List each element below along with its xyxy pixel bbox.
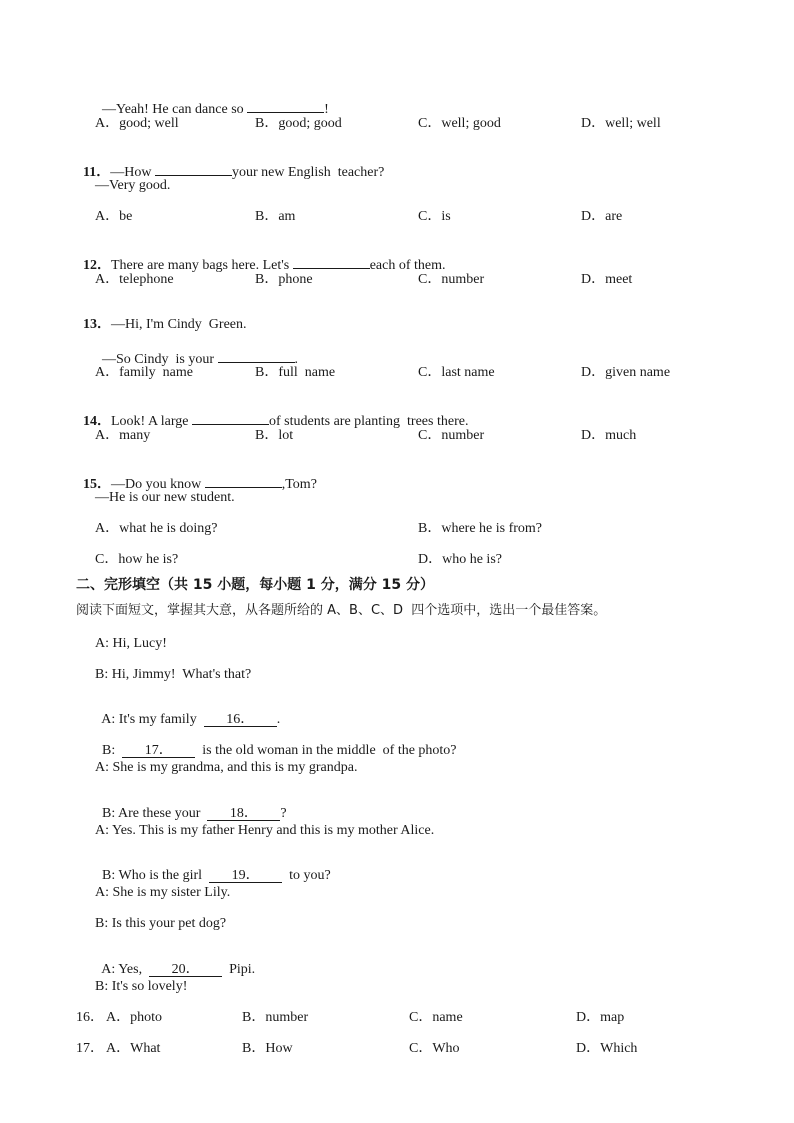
dialogue-line: A: Yes, 20． Pipi.	[101, 962, 256, 977]
dialogue-line: A: It's my family 16． .	[101, 712, 281, 727]
q15-option-a[interactable]: A．what he is doing?	[95, 521, 218, 536]
answer-blank[interactable]	[205, 474, 282, 488]
cloze-blank-17[interactable]: 17．	[122, 744, 195, 758]
q12-option-d[interactable]: D．meet	[581, 272, 633, 287]
answer-blank[interactable]	[293, 255, 370, 269]
q13-stem: 13．—Hi, I'm Cindy Green.	[83, 317, 247, 332]
q14-option-b[interactable]: B．lot	[255, 428, 294, 443]
dialogue-line: A: She is my sister Lily.	[95, 885, 231, 900]
question-number: 16．	[76, 1010, 104, 1025]
question-number: 12．	[83, 258, 111, 273]
dialogue-line: A: She is my grandma, and this is my grandpa.	[95, 760, 358, 775]
q11-option-b[interactable]: B．am	[255, 209, 296, 224]
q17-option-b[interactable]: B．How	[242, 1041, 293, 1056]
cloze-blank-18[interactable]: 18．	[207, 807, 280, 821]
q15-stem: 15．—Do you know ,Tom?	[76, 460, 317, 492]
q10-option-b[interactable]: B．good; good	[255, 116, 342, 131]
q11-option-d[interactable]: D．are	[581, 209, 623, 224]
q15-option-d[interactable]: D．who he is?	[418, 552, 502, 567]
q16-option-b[interactable]: B．number	[242, 1010, 309, 1025]
q17-option-c[interactable]: C．Who	[409, 1041, 460, 1056]
q11-option-c[interactable]: C．is	[418, 209, 451, 224]
q14-option-d[interactable]: D．much	[581, 428, 637, 443]
q15-reply: —He is our new student.	[95, 490, 235, 505]
answer-blank[interactable]	[192, 411, 269, 425]
question-number: 13．	[83, 317, 111, 332]
q11-stem: 11．—How your new English teacher?	[76, 148, 384, 180]
q16-option-d[interactable]: D．map	[576, 1010, 625, 1025]
section-heading: 二、完形填空（共 15 小题，每小题 1 分，满分 15 分）	[76, 577, 434, 593]
question-number: 11．	[83, 165, 111, 180]
q13-option-c[interactable]: C．last name	[418, 365, 495, 380]
q11-option-a[interactable]: A．be	[95, 209, 133, 224]
dialogue-line: B: Are these your 18． ?	[102, 806, 287, 821]
q13-option-a[interactable]: A．family name	[95, 365, 193, 380]
answer-blank[interactable]	[218, 349, 295, 363]
q13-option-b[interactable]: B．full name	[255, 365, 336, 380]
q13-reply: —So Cindy is your .	[95, 335, 298, 367]
dialogue-line: B: It's so lovely!	[95, 979, 188, 994]
q12-option-a[interactable]: A．telephone	[95, 272, 174, 287]
q10-option-a[interactable]: A．good; well	[95, 116, 179, 131]
question-number: 15．	[83, 477, 111, 492]
dialogue-line: A: Yes. This is my father Henry and this is my mother Alice.	[95, 823, 435, 838]
q12-option-b[interactable]: B．phone	[255, 272, 313, 287]
answer-blank[interactable]	[155, 162, 232, 176]
q15-option-c[interactable]: C．how he is?	[95, 552, 179, 567]
q17-option-d[interactable]: D．Which	[576, 1041, 638, 1056]
dialogue-line: B: Hi, Jimmy! What's that?	[95, 667, 252, 682]
q10-option-c[interactable]: C．well; good	[418, 116, 501, 131]
q17-option-a[interactable]: A．What	[106, 1041, 161, 1056]
q14-option-c[interactable]: C．number	[418, 428, 485, 443]
q14-stem: 14．Look! A large of students are planting trees there.	[76, 397, 468, 429]
answer-blank[interactable]	[247, 99, 324, 113]
q10-option-d[interactable]: D．well; well	[581, 116, 661, 131]
q11-reply: —Very good.	[95, 178, 171, 193]
q12-stem: 12．There are many bags here. Let's each of them.	[76, 241, 446, 273]
q13-option-d[interactable]: D．given name	[581, 365, 671, 380]
q16-option-a[interactable]: A．photo	[106, 1010, 162, 1025]
q14-option-a[interactable]: A．many	[95, 428, 151, 443]
question-number: 17．	[76, 1041, 104, 1056]
section-instruction: 阅读下面短文，掌握其大意，从各题所给的 A、B、C、D 四个选项中，选出一个最佳答案。	[76, 603, 607, 618]
q15-option-b[interactable]: B．where he is from?	[418, 521, 543, 536]
cloze-blank-16[interactable]: 16．	[204, 713, 277, 727]
cloze-blank-19[interactable]: 19．	[209, 869, 282, 883]
q10-line: —Yeah! He can dance so !	[95, 85, 329, 117]
question-number: 14．	[83, 414, 111, 429]
q16-option-c[interactable]: C．name	[409, 1010, 463, 1025]
dialogue-line: A: Hi, Lucy!	[95, 636, 167, 651]
cloze-blank-20[interactable]: 20．	[149, 963, 222, 977]
dialogue-line: B: 17． is the old woman in the middle of the photo?	[102, 743, 457, 758]
q12-option-c[interactable]: C．number	[418, 272, 485, 287]
dialogue-line: B: Who is the girl 19． to you?	[102, 868, 331, 883]
dialogue-line: B: Is this your pet dog?	[95, 916, 227, 931]
